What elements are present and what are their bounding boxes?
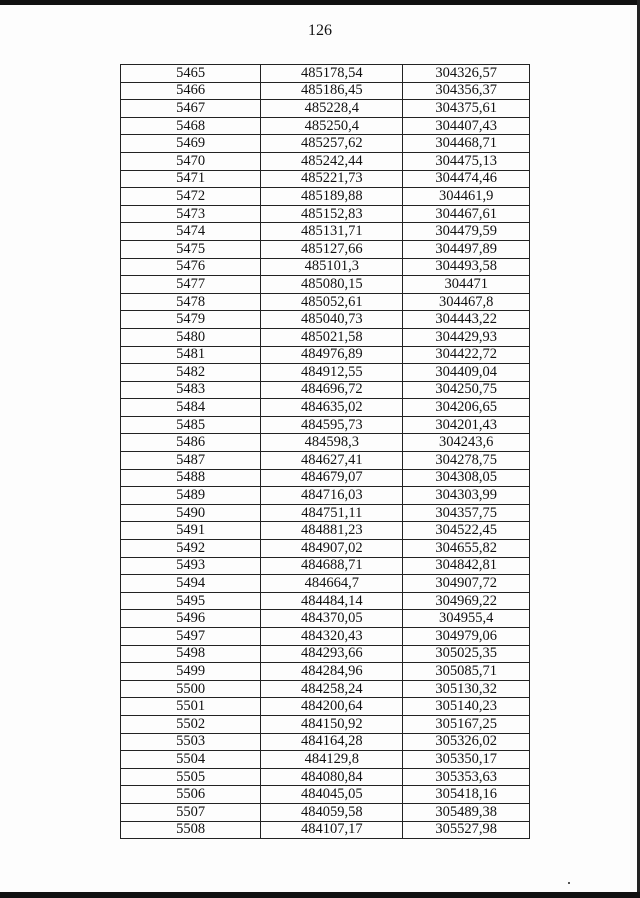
y-coordinate-cell: 304206,65 <box>403 399 530 417</box>
x-coordinate-cell: 484976,89 <box>261 346 403 364</box>
x-coordinate-cell: 484679,07 <box>261 469 403 487</box>
x-coordinate-cell: 484129,8 <box>261 751 403 769</box>
table-row <box>121 135 530 153</box>
x-coordinate-cell: 484370,05 <box>261 610 403 628</box>
table-row <box>121 223 530 241</box>
scan-border-top <box>0 0 640 5</box>
point-number-cell: 5465 <box>121 65 261 83</box>
table-row <box>121 293 530 311</box>
table-row <box>121 311 530 329</box>
point-number-cell: 5500 <box>121 680 261 698</box>
x-coordinate-cell: 484635,02 <box>261 399 403 417</box>
table-row <box>121 205 530 223</box>
x-coordinate-cell: 484293,66 <box>261 645 403 663</box>
point-number-cell: 5479 <box>121 311 261 329</box>
table-row <box>121 628 530 646</box>
table-row <box>121 328 530 346</box>
table-row <box>121 610 530 628</box>
y-coordinate-cell: 305130,32 <box>403 680 530 698</box>
table-row <box>121 487 530 505</box>
point-number-cell: 5470 <box>121 152 261 170</box>
point-number-cell: 5496 <box>121 610 261 628</box>
y-coordinate-cell: 305350,17 <box>403 751 530 769</box>
point-number-cell: 5474 <box>121 223 261 241</box>
coordinates-table <box>120 64 530 839</box>
point-number-cell: 5467 <box>121 100 261 118</box>
y-coordinate-cell: 304955,4 <box>403 610 530 628</box>
point-number-cell: 5480 <box>121 328 261 346</box>
y-coordinate-cell: 304409,04 <box>403 364 530 382</box>
x-coordinate-cell: 484595,73 <box>261 416 403 434</box>
point-number-cell: 5488 <box>121 469 261 487</box>
x-coordinate-cell: 485189,88 <box>261 188 403 206</box>
x-coordinate-cell: 484716,03 <box>261 487 403 505</box>
y-coordinate-cell: 304479,59 <box>403 223 530 241</box>
x-coordinate-cell: 485242,44 <box>261 152 403 170</box>
point-number-cell: 5489 <box>121 487 261 505</box>
x-coordinate-cell: 485250,4 <box>261 117 403 135</box>
point-number-cell: 5504 <box>121 751 261 769</box>
y-coordinate-cell: 304969,22 <box>403 592 530 610</box>
x-coordinate-cell: 484484,14 <box>261 592 403 610</box>
table-row <box>121 663 530 681</box>
y-coordinate-cell: 304375,61 <box>403 100 530 118</box>
x-coordinate-cell: 484164,28 <box>261 733 403 751</box>
point-number-cell: 5471 <box>121 170 261 188</box>
table-row <box>121 381 530 399</box>
y-coordinate-cell: 304407,43 <box>403 117 530 135</box>
point-number-cell: 5472 <box>121 188 261 206</box>
table-row <box>121 117 530 135</box>
point-number-cell: 5466 <box>121 82 261 100</box>
table-row <box>121 522 530 540</box>
table-row <box>121 258 530 276</box>
table-row <box>121 592 530 610</box>
y-coordinate-cell: 304474,46 <box>403 170 530 188</box>
point-number-cell: 5477 <box>121 276 261 294</box>
x-coordinate-cell: 484080,84 <box>261 768 403 786</box>
x-coordinate-cell: 484284,96 <box>261 663 403 681</box>
x-coordinate-cell: 485080,15 <box>261 276 403 294</box>
y-coordinate-cell: 305489,38 <box>403 803 530 821</box>
table-row <box>121 346 530 364</box>
x-coordinate-cell: 484696,72 <box>261 381 403 399</box>
point-number-cell: 5505 <box>121 768 261 786</box>
x-coordinate-cell: 485257,62 <box>261 135 403 153</box>
point-number-cell: 5495 <box>121 592 261 610</box>
x-coordinate-cell: 484107,17 <box>261 821 403 839</box>
coordinates-table-body <box>121 65 530 839</box>
table-row <box>121 170 530 188</box>
x-coordinate-cell: 484059,58 <box>261 803 403 821</box>
x-coordinate-cell: 484045,05 <box>261 786 403 804</box>
x-coordinate-cell: 484200,64 <box>261 698 403 716</box>
x-coordinate-cell: 484751,11 <box>261 504 403 522</box>
point-number-cell: 5478 <box>121 293 261 311</box>
y-coordinate-cell: 304467,61 <box>403 205 530 223</box>
table-row <box>121 434 530 452</box>
point-number-cell: 5502 <box>121 715 261 733</box>
point-number-cell: 5481 <box>121 346 261 364</box>
y-coordinate-cell: 304357,75 <box>403 504 530 522</box>
point-number-cell: 5468 <box>121 117 261 135</box>
y-coordinate-cell: 304443,22 <box>403 311 530 329</box>
table-row <box>121 803 530 821</box>
table-row <box>121 821 530 839</box>
x-coordinate-cell: 484688,71 <box>261 557 403 575</box>
point-number-cell: 5469 <box>121 135 261 153</box>
x-coordinate-cell: 484881,23 <box>261 522 403 540</box>
point-number-cell: 5490 <box>121 504 261 522</box>
table-row <box>121 786 530 804</box>
x-coordinate-cell: 484320,43 <box>261 628 403 646</box>
point-number-cell: 5497 <box>121 628 261 646</box>
point-number-cell: 5493 <box>121 557 261 575</box>
x-coordinate-cell: 484598,3 <box>261 434 403 452</box>
point-number-cell: 5491 <box>121 522 261 540</box>
table-row <box>121 469 530 487</box>
y-coordinate-cell: 304842,81 <box>403 557 530 575</box>
y-coordinate-cell: 305085,71 <box>403 663 530 681</box>
y-coordinate-cell: 305527,98 <box>403 821 530 839</box>
x-coordinate-cell: 485228,4 <box>261 100 403 118</box>
table-row <box>121 82 530 100</box>
y-coordinate-cell: 304475,13 <box>403 152 530 170</box>
x-coordinate-cell: 485021,58 <box>261 328 403 346</box>
y-coordinate-cell: 304471 <box>403 276 530 294</box>
point-number-cell: 5501 <box>121 698 261 716</box>
x-coordinate-cell: 484627,41 <box>261 452 403 470</box>
point-number-cell: 5507 <box>121 803 261 821</box>
y-coordinate-cell: 305326,02 <box>403 733 530 751</box>
y-coordinate-cell: 304250,75 <box>403 381 530 399</box>
y-coordinate-cell: 304326,57 <box>403 65 530 83</box>
table-row <box>121 557 530 575</box>
point-number-cell: 5499 <box>121 663 261 681</box>
x-coordinate-cell: 485221,73 <box>261 170 403 188</box>
y-coordinate-cell: 304979,06 <box>403 628 530 646</box>
page-number: 126 <box>308 22 332 39</box>
table-row <box>121 276 530 294</box>
table-row <box>121 452 530 470</box>
table-row <box>121 188 530 206</box>
y-coordinate-cell: 305140,23 <box>403 698 530 716</box>
y-coordinate-cell: 304655,82 <box>403 540 530 558</box>
point-number-cell: 5503 <box>121 733 261 751</box>
table-row <box>121 645 530 663</box>
x-coordinate-cell: 485127,66 <box>261 240 403 258</box>
point-number-cell: 5486 <box>121 434 261 452</box>
x-coordinate-cell: 485101,3 <box>261 258 403 276</box>
y-coordinate-cell: 304467,8 <box>403 293 530 311</box>
y-coordinate-cell: 304461,9 <box>403 188 530 206</box>
y-coordinate-cell: 304201,43 <box>403 416 530 434</box>
x-coordinate-cell: 485131,71 <box>261 223 403 241</box>
point-number-cell: 5476 <box>121 258 261 276</box>
table-row <box>121 416 530 434</box>
table-row <box>121 399 530 417</box>
table-row <box>121 680 530 698</box>
y-coordinate-cell: 304522,45 <box>403 522 530 540</box>
scan-speck <box>568 882 570 884</box>
scan-border-bottom <box>0 892 640 898</box>
point-number-cell: 5487 <box>121 452 261 470</box>
y-coordinate-cell: 304422,72 <box>403 346 530 364</box>
y-coordinate-cell: 305353,63 <box>403 768 530 786</box>
y-coordinate-cell: 305167,25 <box>403 715 530 733</box>
x-coordinate-cell: 485178,54 <box>261 65 403 83</box>
y-coordinate-cell: 305025,35 <box>403 645 530 663</box>
table-row <box>121 65 530 83</box>
table-row <box>121 751 530 769</box>
table-row <box>121 768 530 786</box>
point-number-cell: 5508 <box>121 821 261 839</box>
point-number-cell: 5475 <box>121 240 261 258</box>
table-row <box>121 575 530 593</box>
x-coordinate-cell: 484150,92 <box>261 715 403 733</box>
y-coordinate-cell: 304493,58 <box>403 258 530 276</box>
point-number-cell: 5482 <box>121 364 261 382</box>
y-coordinate-cell: 304468,71 <box>403 135 530 153</box>
x-coordinate-cell: 484907,02 <box>261 540 403 558</box>
y-coordinate-cell: 304303,99 <box>403 487 530 505</box>
point-number-cell: 5473 <box>121 205 261 223</box>
table-row <box>121 240 530 258</box>
y-coordinate-cell: 304308,05 <box>403 469 530 487</box>
point-number-cell: 5494 <box>121 575 261 593</box>
point-number-cell: 5492 <box>121 540 261 558</box>
x-coordinate-cell: 484664,7 <box>261 575 403 593</box>
x-coordinate-cell: 485040,73 <box>261 311 403 329</box>
y-coordinate-cell: 304429,93 <box>403 328 530 346</box>
point-number-cell: 5483 <box>121 381 261 399</box>
table-row <box>121 698 530 716</box>
table-row <box>121 364 530 382</box>
x-coordinate-cell: 485052,61 <box>261 293 403 311</box>
point-number-cell: 5506 <box>121 786 261 804</box>
point-number-cell: 5498 <box>121 645 261 663</box>
point-number-cell: 5484 <box>121 399 261 417</box>
y-coordinate-cell: 304907,72 <box>403 575 530 593</box>
y-coordinate-cell: 304497,89 <box>403 240 530 258</box>
table-row <box>121 100 530 118</box>
x-coordinate-cell: 485152,83 <box>261 205 403 223</box>
y-coordinate-cell: 305418,16 <box>403 786 530 804</box>
x-coordinate-cell: 485186,45 <box>261 82 403 100</box>
point-number-cell: 5485 <box>121 416 261 434</box>
y-coordinate-cell: 304356,37 <box>403 82 530 100</box>
table-row <box>121 152 530 170</box>
table-row <box>121 715 530 733</box>
table-row <box>121 540 530 558</box>
x-coordinate-cell: 484912,55 <box>261 364 403 382</box>
table-row <box>121 733 530 751</box>
y-coordinate-cell: 304243,6 <box>403 434 530 452</box>
table-row <box>121 504 530 522</box>
y-coordinate-cell: 304278,75 <box>403 452 530 470</box>
x-coordinate-cell: 484258,24 <box>261 680 403 698</box>
